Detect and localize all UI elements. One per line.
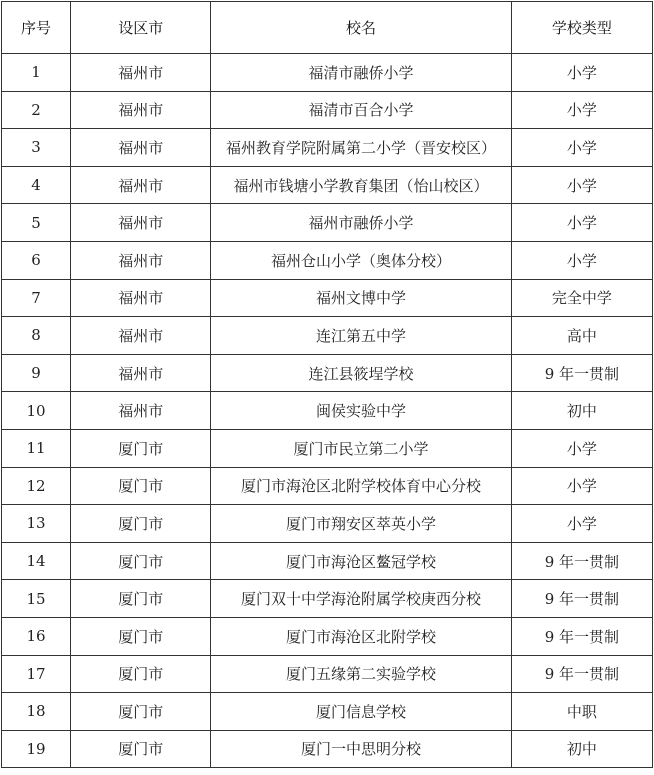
cell-city: 厦门市 <box>71 542 211 580</box>
cell-city: 厦门市 <box>71 655 211 693</box>
cell-school-name: 厦门一中思明分校 <box>211 730 511 768</box>
table-row <box>2 542 653 580</box>
cell-school-type: 高中 <box>511 317 652 355</box>
table-header-row <box>2 2 653 54</box>
cell-city: 厦门市 <box>71 467 211 505</box>
cell-school-name: 厦门信息学校 <box>211 693 511 731</box>
cell-school-name: 福州文博中学 <box>211 279 511 317</box>
cell-school-type: 9 年一贯制 <box>511 542 652 580</box>
header-index: 序号 <box>2 2 71 54</box>
cell-school-name: 厦门市海沧区北附学校 <box>211 617 511 655</box>
cell-index: 18 <box>2 693 71 731</box>
cell-city: 厦门市 <box>71 730 211 768</box>
cell-school-name: 福清市百合小学 <box>211 91 511 129</box>
cell-city: 福州市 <box>71 317 211 355</box>
cell-school-type: 小学 <box>511 429 652 467</box>
table-row <box>2 467 653 505</box>
cell-index: 13 <box>2 505 71 543</box>
cell-index: 6 <box>2 241 71 279</box>
table-row <box>2 279 653 317</box>
cell-city: 厦门市 <box>71 693 211 731</box>
cell-index: 7 <box>2 279 71 317</box>
table-row <box>2 91 653 129</box>
table-row <box>2 166 653 204</box>
cell-index: 2 <box>2 91 71 129</box>
table-row <box>2 505 653 543</box>
cell-index: 8 <box>2 317 71 355</box>
header-school-type: 学校类型 <box>511 2 652 54</box>
cell-school-type: 9 年一贯制 <box>511 655 652 693</box>
cell-school-name: 福清市融侨小学 <box>211 54 511 92</box>
cell-city: 福州市 <box>71 279 211 317</box>
cell-school-type: 中职 <box>511 693 652 731</box>
schools-table <box>1 1 653 768</box>
cell-city: 福州市 <box>71 54 211 92</box>
table-row <box>2 204 653 242</box>
cell-school-type: 小学 <box>511 505 652 543</box>
cell-index: 9 <box>2 354 71 392</box>
table-row <box>2 617 653 655</box>
cell-city: 厦门市 <box>71 505 211 543</box>
cell-school-type: 9 年一贯制 <box>511 354 652 392</box>
table-row <box>2 392 653 430</box>
cell-city: 厦门市 <box>71 429 211 467</box>
table-row <box>2 354 653 392</box>
cell-school-name: 福州市钱塘小学教育集团（怡山校区） <box>211 166 511 204</box>
cell-school-name: 厦门五缘第二实验学校 <box>211 655 511 693</box>
cell-school-type: 初中 <box>511 392 652 430</box>
cell-index: 14 <box>2 542 71 580</box>
header-school-name: 校名 <box>211 2 511 54</box>
table-row <box>2 655 653 693</box>
cell-city: 福州市 <box>71 241 211 279</box>
cell-school-type: 小学 <box>511 129 652 167</box>
cell-index: 3 <box>2 129 71 167</box>
table-row <box>2 429 653 467</box>
cell-school-type: 9 年一贯制 <box>511 580 652 618</box>
table-row <box>2 730 653 768</box>
cell-school-name: 连江第五中学 <box>211 317 511 355</box>
cell-school-name: 闽侯实验中学 <box>211 392 511 430</box>
table-body <box>2 54 653 768</box>
cell-school-type: 小学 <box>511 166 652 204</box>
cell-city: 福州市 <box>71 354 211 392</box>
table-row <box>2 580 653 618</box>
cell-index: 10 <box>2 392 71 430</box>
cell-index: 5 <box>2 204 71 242</box>
cell-index: 12 <box>2 467 71 505</box>
cell-school-name: 厦门双十中学海沧附属学校庚西分校 <box>211 580 511 618</box>
cell-school-type: 小学 <box>511 467 652 505</box>
cell-school-type: 小学 <box>511 204 652 242</box>
cell-index: 16 <box>2 617 71 655</box>
cell-school-type: 小学 <box>511 241 652 279</box>
cell-index: 11 <box>2 429 71 467</box>
header-city: 设区市 <box>71 2 211 54</box>
cell-school-type: 初中 <box>511 730 652 768</box>
cell-index: 4 <box>2 166 71 204</box>
table-row <box>2 693 653 731</box>
cell-city: 福州市 <box>71 129 211 167</box>
cell-school-name: 连江县筱埕学校 <box>211 354 511 392</box>
table-row <box>2 54 653 92</box>
cell-school-name: 厦门市翔安区萃英小学 <box>211 505 511 543</box>
cell-city: 福州市 <box>71 204 211 242</box>
cell-school-name: 福州教育学院附属第二小学（晋安校区） <box>211 129 511 167</box>
cell-school-name: 厦门市海沧区北附学校体育中心分校 <box>211 467 511 505</box>
cell-index: 17 <box>2 655 71 693</box>
cell-school-name: 厦门市民立第二小学 <box>211 429 511 467</box>
cell-index: 15 <box>2 580 71 618</box>
cell-school-name: 厦门市海沧区鳌冠学校 <box>211 542 511 580</box>
cell-school-type: 小学 <box>511 54 652 92</box>
cell-school-name: 福州仓山小学（奥体分校） <box>211 241 511 279</box>
cell-school-type: 完全中学 <box>511 279 652 317</box>
cell-index: 1 <box>2 54 71 92</box>
cell-index: 19 <box>2 730 71 768</box>
cell-school-name: 福州市融侨小学 <box>211 204 511 242</box>
cell-school-type: 9 年一贯制 <box>511 617 652 655</box>
cell-city: 厦门市 <box>71 580 211 618</box>
table-row <box>2 241 653 279</box>
cell-city: 福州市 <box>71 392 211 430</box>
cell-city: 福州市 <box>71 91 211 129</box>
cell-school-type: 小学 <box>511 91 652 129</box>
table-row <box>2 317 653 355</box>
cell-city: 厦门市 <box>71 617 211 655</box>
table-row <box>2 129 653 167</box>
cell-city: 福州市 <box>71 166 211 204</box>
